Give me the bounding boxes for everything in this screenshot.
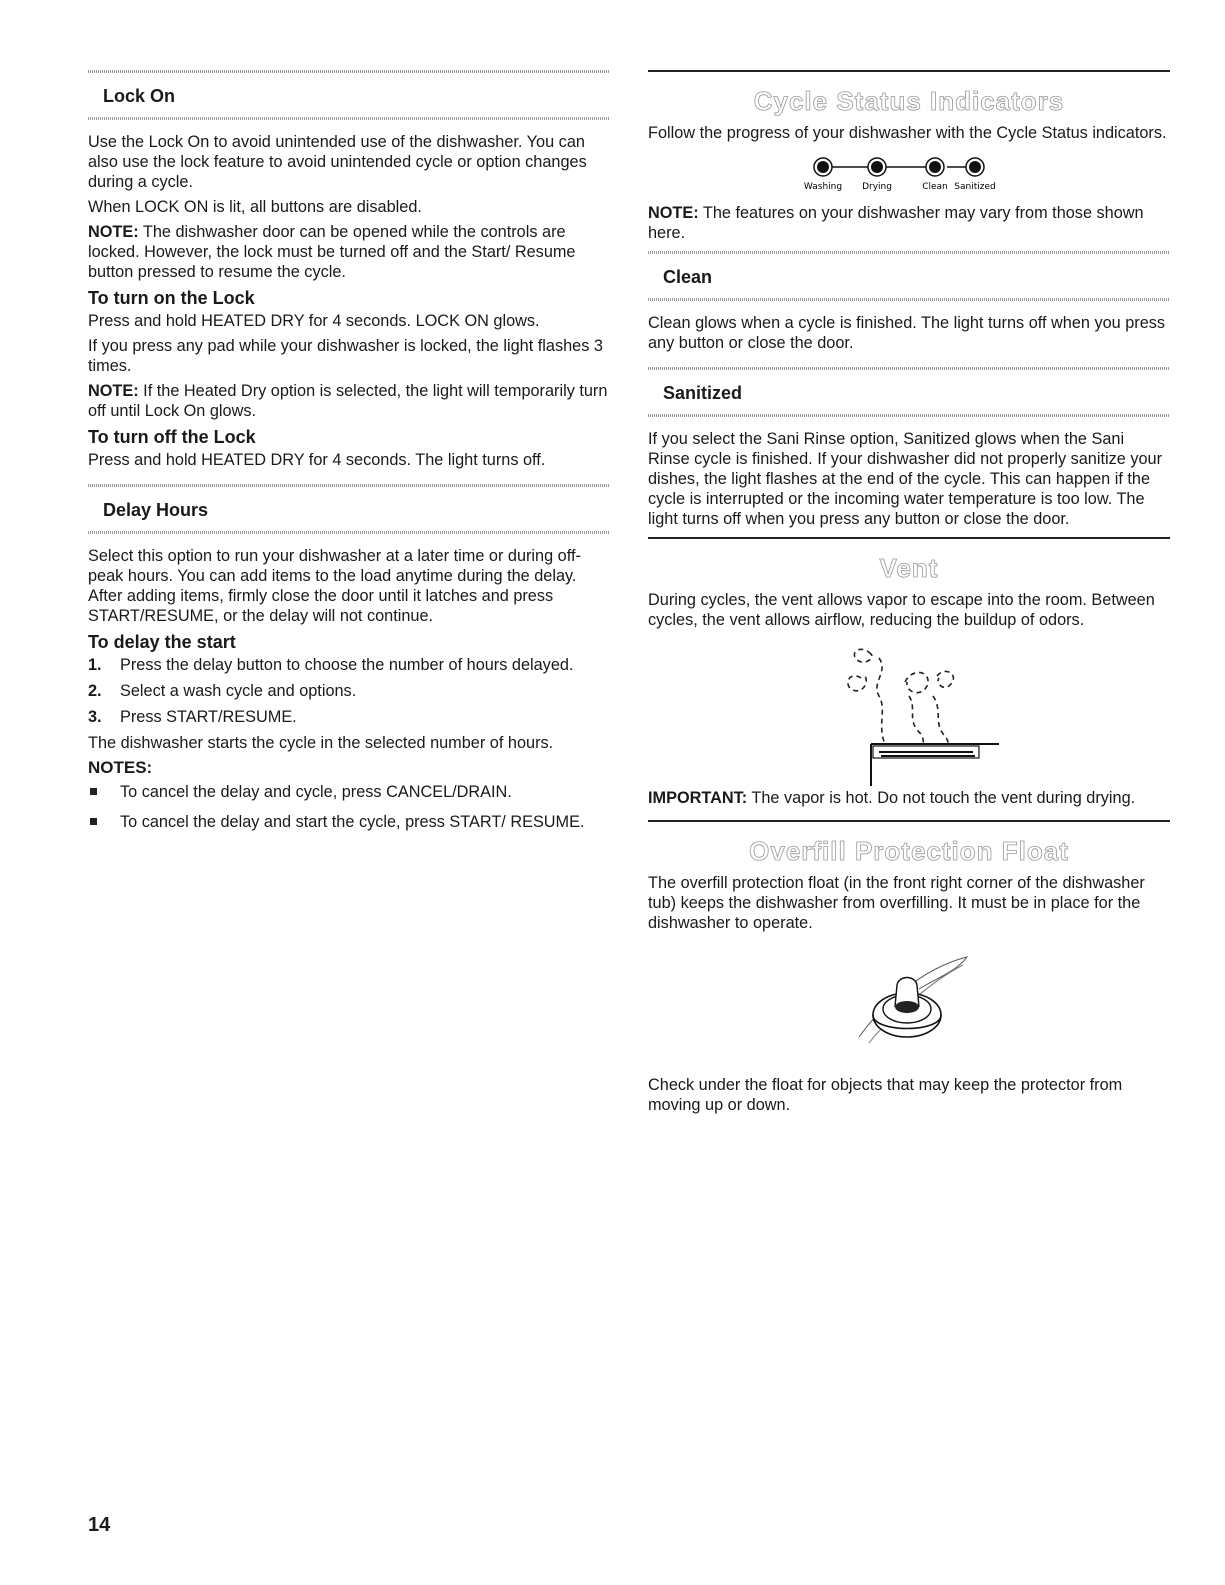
delay-after-text: The dishwasher starts the cycle in the selected number of hours. — [88, 734, 554, 752]
vapor-stream — [933, 696, 949, 754]
vapor-curl — [854, 649, 872, 662]
note-label: NOTE: — [648, 204, 699, 222]
vapor-curl — [848, 676, 866, 691]
divider — [88, 117, 610, 120]
delay-steps-list — [88, 655, 610, 727]
notes-label: NOTES: — [88, 758, 153, 777]
vapor-curl — [937, 671, 953, 687]
clean-title: Clean — [663, 267, 713, 287]
washing-light-icon — [814, 158, 832, 176]
divider — [88, 484, 610, 487]
divider — [648, 367, 1170, 370]
float-check-text: Check under the float for objects that may keep the protector from moving up or down. — [648, 1076, 1123, 1114]
list-item — [88, 655, 610, 675]
turn-on-lock-text: Press and hold HEATED DRY for 4 seconds. LOCK ON glows. — [88, 312, 540, 330]
float-figure — [648, 949, 1170, 1049]
delay-hours-heading-box — [88, 484, 610, 534]
cycle-status-intro: Follow the progress of your dishwasher with the Cycle Status indicators. — [648, 124, 1167, 142]
left-column — [88, 70, 610, 842]
sanitized-text: If you select the Sani Rinse option, Sanitized glows when the Sani Rinse cycle is finished. If your dishwasher did not properly sanitize your dishes, the light flashes at the end of the cycle. This can happen if the cycle is interrupted or the incoming water temperature is too low. The light turns off when you press any button or close the door. — [648, 430, 1163, 528]
indicator-label: Sanitized — [954, 182, 996, 192]
note-text: The dishwasher door can be opened while the controls are locked. However, the lock must be turned off and the Start/ Resume button pressed to resume the cycle. — [88, 223, 576, 281]
vapor-curl — [905, 672, 928, 692]
locked-press-text: If you press any pad while your dishwasher is locked, the light flashes 3 times. — [88, 337, 603, 375]
delay-hours-title: Delay Hours — [103, 500, 209, 520]
vent-title: Vent — [879, 553, 939, 583]
important-label: IMPORTANT: — [648, 789, 748, 807]
divider — [648, 414, 1170, 417]
sanitized-light-icon — [966, 158, 984, 176]
step-text: Select a wash cycle and options. — [120, 682, 357, 700]
section-rule — [648, 820, 1170, 822]
divider — [88, 531, 610, 534]
cycle-status-figure — [648, 153, 1170, 195]
step-number: 2. — [88, 682, 102, 700]
note-text: If the Heated Dry option is selected, the light will temporarily turn off until Lock On glows. — [88, 382, 608, 420]
lock-on-heading-box — [88, 70, 610, 120]
float-cap — [895, 1001, 919, 1013]
overfill-title: Overfill Protection Float — [749, 836, 1069, 866]
indicator-label: Washing — [803, 182, 843, 192]
indicator-label: Drying — [862, 182, 892, 192]
divider — [648, 251, 1170, 254]
sanitized-heading-box — [648, 367, 1170, 417]
notes-list — [88, 782, 610, 832]
clean-heading-box — [648, 251, 1170, 301]
vent-important — [648, 788, 1170, 808]
step-text: Press the delay button to choose the number of hours delayed. — [120, 656, 574, 674]
lock-on-intro: Use the Lock On to avoid unintended use of the dishwasher. You can also use the lock feature to avoid unintended cycle or option changes during a cycle. — [88, 133, 587, 191]
delay-start-heading: To delay the start — [88, 632, 236, 652]
step-text: Press START/RESUME. — [120, 708, 297, 726]
vent-vapor-illustration — [809, 636, 1009, 786]
delay-hours-intro: Select this option to run your dishwasher at a later time or during off-peak hours. You can add items to the load anytime during the delay. After adding items, firmly close the door until it latches and press START/RESUME, or the delay will not continue. — [88, 547, 581, 625]
turn-off-lock-text: Press and hold HEATED DRY for 4 seconds. The light turns off. — [88, 451, 546, 469]
sanitized-title: Sanitized — [663, 383, 743, 403]
section-rule — [648, 537, 1170, 539]
divider — [88, 70, 610, 73]
note-label: NOTE: — [88, 223, 139, 241]
list-item: To cancel the delay and start the cycle, press START/ RESUME. — [88, 812, 610, 832]
drying-light-icon — [868, 158, 886, 176]
list-item — [88, 681, 610, 701]
divider — [648, 298, 1170, 301]
overfill-text: The overfill protection float (in the front right corner of the dishwasher tub) keeps the dishwasher from overfilling. It must be in place for the dishwasher to operate. — [648, 874, 1145, 932]
lock-on-lit-text: When LOCK ON is lit, all buttons are disabled. — [88, 198, 422, 216]
section-rule — [648, 70, 1170, 72]
heated-dry-note — [88, 381, 610, 421]
overfill-float-illustration — [839, 949, 979, 1049]
vent-figure — [648, 636, 1170, 786]
indicator-label: Clean — [922, 182, 948, 192]
cycle-status-title: Cycle Status Indicators — [753, 86, 1065, 116]
turn-on-lock-heading: To turn on the Lock — [88, 288, 255, 308]
lock-on-title: Lock On — [103, 86, 176, 106]
lock-on-note — [88, 222, 610, 282]
note-text: The features on your dishwasher may vary from those shown here. — [648, 204, 1144, 242]
step-number: 3. — [88, 708, 102, 726]
clean-light-icon — [926, 158, 944, 176]
right-column — [648, 70, 1170, 1120]
indicator-lights-diagram — [799, 153, 1019, 195]
cycle-status-note — [648, 203, 1170, 243]
important-text: The vapor is hot. Do not touch the vent during drying. — [747, 789, 1136, 807]
vent-text: During cycles, the vent allows vapor to escape into the room. Between cycles, the vent allows airflow, reducing the buildup of odors. — [648, 591, 1155, 629]
clean-text: Clean glows when a cycle is finished. The light turns off when you press any button or close the door. — [648, 314, 1166, 352]
page-number: 14 — [88, 1514, 111, 1536]
list-item — [88, 707, 610, 727]
list-item: To cancel the delay and cycle, press CANCEL/DRAIN. — [88, 782, 610, 802]
turn-off-lock-heading: To turn off the Lock — [88, 427, 256, 447]
step-number: 1. — [88, 656, 102, 674]
vapor-stream — [877, 658, 885, 744]
note-label: NOTE: — [88, 382, 139, 400]
